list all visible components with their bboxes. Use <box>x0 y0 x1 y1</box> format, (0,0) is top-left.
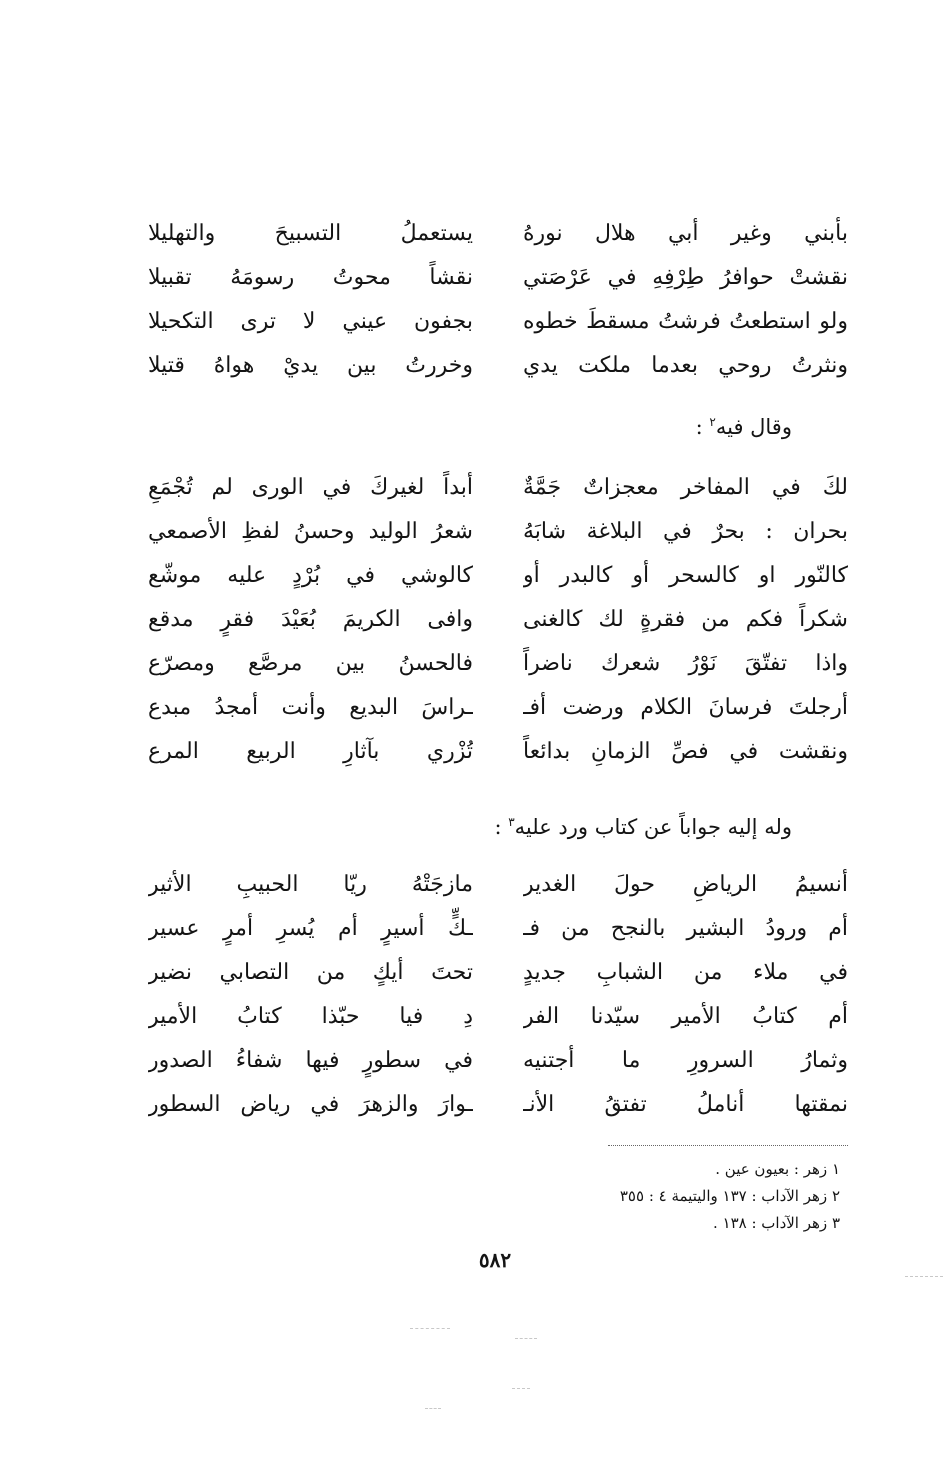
second-hemistich: تحتَ أيكٍ من التصابي نضير <box>148 960 473 985</box>
second-hemistich: وافى الكريمَ بُعَيْدَ فقرٍ مدقع <box>148 607 473 632</box>
verse-line <box>148 344 848 388</box>
first-hemistich: ولو استطعتُ فرشتُ مسقطَ خطوه <box>523 309 848 334</box>
second-hemistich: أبداً لغيركَ في الورى لم تُجْمَعِ <box>148 475 473 500</box>
second-hemistich: تُزْري بآثارِ الربيع المرع <box>148 739 473 764</box>
second-hemistich: بجفون عيني لا ترى التكحيلا <box>148 309 473 334</box>
poem-1 <box>148 212 848 388</box>
footnote-marker: ٣ <box>508 815 515 829</box>
first-hemistich: واذا تفتّقَ نَوْرُ شعرك ناضراً <box>523 651 848 676</box>
scan-artifact <box>515 1338 537 1339</box>
section-heading <box>494 815 792 839</box>
verse-line <box>148 642 848 686</box>
second-hemistich: ـراسَ البديع وأنت أمجدُ مبدع <box>148 695 473 720</box>
verse-line <box>148 466 848 510</box>
first-hemistich: أنسيمُ الرياضِ حولَ الغدير <box>523 872 848 897</box>
footnote-2: ٢ زهر الآداب : ١٣٧ واليتيمة ٤ : ٣٥٥ <box>619 1187 840 1205</box>
heading-colon: : <box>494 815 509 839</box>
verse-line <box>148 510 848 554</box>
first-hemistich: في ملاء من الشبابِ جديدٍ <box>523 960 848 985</box>
verse-line <box>148 686 848 730</box>
verse-line <box>148 212 848 256</box>
verse-line <box>148 907 848 951</box>
scan-artifact <box>425 1408 441 1409</box>
verse-line <box>148 730 848 774</box>
second-hemistich: ـوارَ والزهرَ في رياض السطور <box>148 1092 473 1117</box>
first-hemistich: أم ورودُ البشير بالنجح من فـ <box>523 916 848 941</box>
second-hemistich: ـكٍّ أسيرٍ أم يُسرِ أمرٍ عسير <box>148 916 473 941</box>
footnote-1: ١ زهر : بعيون عين . <box>715 1160 840 1178</box>
scan-artifact <box>905 1276 943 1277</box>
first-hemistich: نقشتْ حوافرُ طِرْفِهِ في عَرْصَتي <box>523 265 848 290</box>
poem-3 <box>148 863 848 1127</box>
first-hemistich: لكَ في المفاخر معجزاتٌ جَمَّةٌ <box>523 475 848 500</box>
second-hemistich: وخررتُ بين يديْ هواهُ قتيلا <box>148 353 473 378</box>
verse-line <box>148 863 848 907</box>
second-hemistich: شعرُ الوليد وحسنُ لفظِ الأصمعي <box>148 519 473 544</box>
first-hemistich: أم كتابُ الأمير سيّدنا الفر <box>523 1004 848 1029</box>
verse-line <box>148 598 848 642</box>
verse-line <box>148 951 848 995</box>
verse-line <box>148 995 848 1039</box>
scan-artifact <box>512 1388 530 1389</box>
poem-2 <box>148 466 848 774</box>
footnote-divider <box>608 1145 848 1146</box>
second-hemistich: يستعملُ التسبيحَ والتهليلا <box>148 221 473 246</box>
heading-colon: : <box>695 415 710 439</box>
first-hemistich: ونقشت في فصِّ الزمانِ بدائعاً <box>523 739 848 764</box>
first-hemistich: بحران : بحرٌ في البلاغة شابَهُ <box>523 519 848 544</box>
first-hemistich: أرجلتَ فرسانَ الكلام ورضت أفـ <box>523 695 848 720</box>
verse-line <box>148 554 848 598</box>
second-hemistich: مازجَتْهُ ريّا الحبيبِ الأثير <box>148 872 473 897</box>
footnote-marker: ٢ <box>709 415 716 429</box>
heading-text: وله إليه جواباً عن كتاب ورد عليه <box>514 815 792 839</box>
scan-artifact <box>410 1328 450 1329</box>
first-hemistich: ونثرتُ روحي بعدما ملكت يدي <box>523 353 848 378</box>
heading-text: وقال فيه <box>715 415 792 439</box>
verse-line <box>148 256 848 300</box>
footnotes <box>620 1156 840 1237</box>
first-hemistich: وثمارُ السرورِ ما أجتنيه <box>523 1048 848 1073</box>
verse-line <box>148 1039 848 1083</box>
second-hemistich: في سطورٍ فيها شفاءُ الصدور <box>148 1048 473 1073</box>
first-hemistich: شكراً فكم من فقرةٍ لك كالغنى <box>523 607 848 632</box>
verse-line <box>148 300 848 344</box>
footnote-3: ٣ زهر الآداب : ١٣٨ . <box>712 1214 840 1232</box>
second-hemistich: كالوشي في بُرْدٍ عليه موشّع <box>148 563 473 588</box>
first-hemistich: بأبني وغير أبي هلال نورهُ <box>523 221 848 246</box>
verse-line <box>148 1083 848 1127</box>
section-heading <box>696 415 792 439</box>
first-hemistich: كالنّور او كالسحر أو كالبدر أو <box>523 563 848 588</box>
second-hemistich: فالحسنُ بين مرصَّع ومصرّع <box>148 651 473 676</box>
second-hemistich: دِ فيا حبّذا كتابُ الأمير <box>148 1004 473 1029</box>
page-number: ٥٨٢ <box>478 1248 512 1272</box>
second-hemistich: نقشاً محوتُ رسومَهُ تقبيلا <box>148 265 473 290</box>
first-hemistich: نمقتها أناملُ تفتقُ الأنـ <box>523 1092 848 1117</box>
